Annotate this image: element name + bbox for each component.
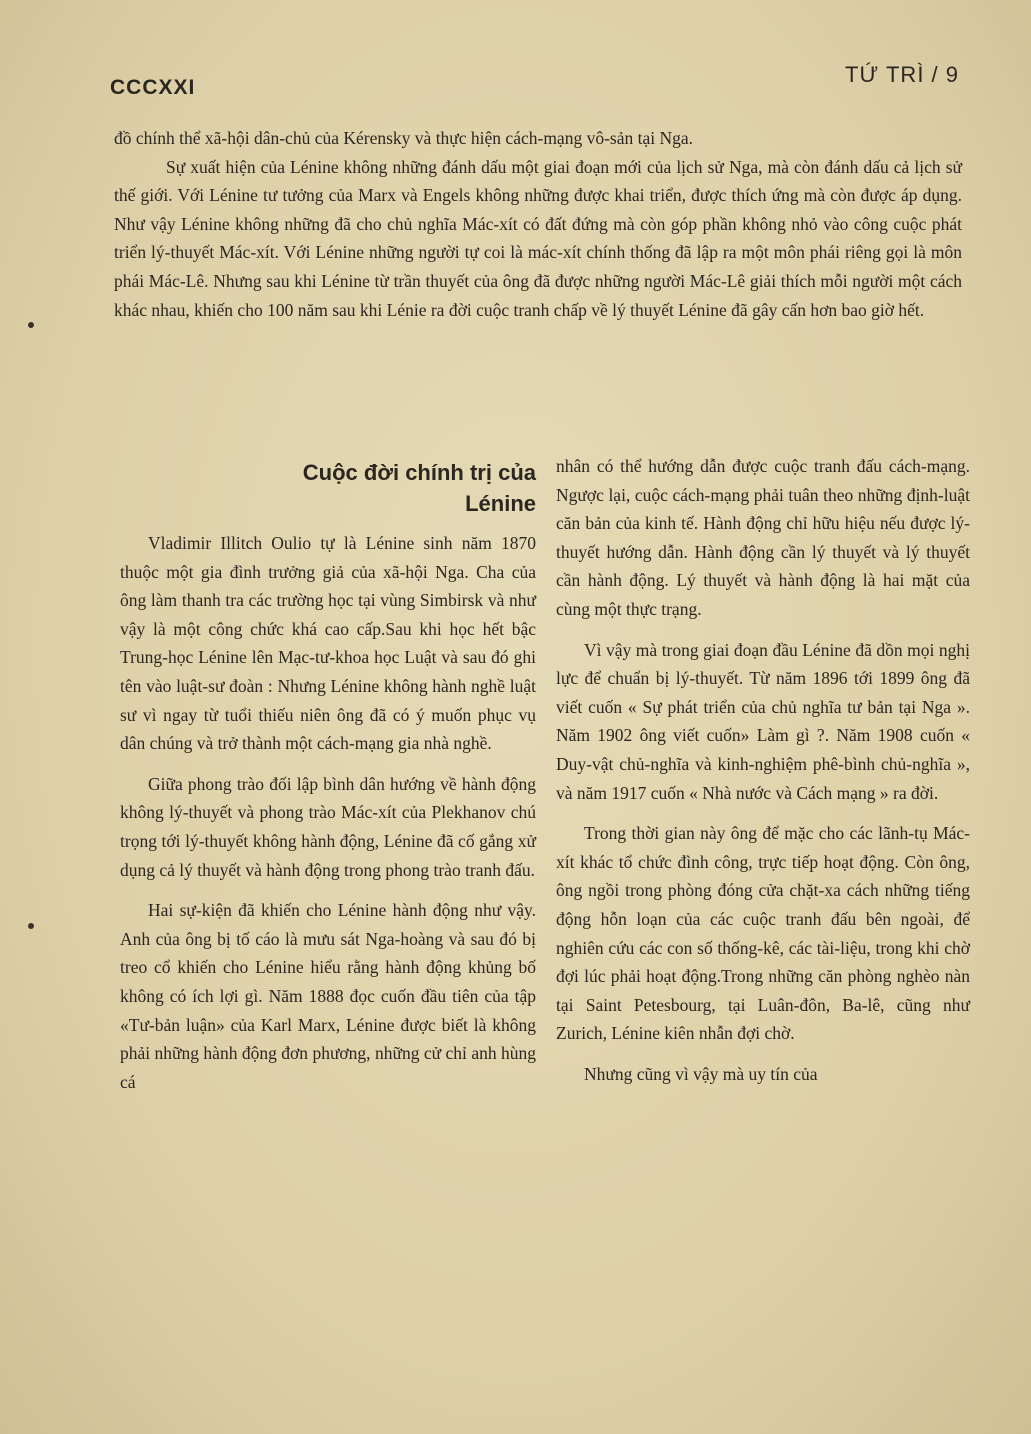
body-paragraph: nhân có thể hướng dẫn được cuộc tranh đấu cách-mạng. Ngược lại, cuộc cách-mạng phải tuân theo những định-luật căn bản của kinh tế. Hành động chỉ hữu hiệu nếu được lý-thuyết hướng dẫn. Hành động cần lý thuyết và lý thuyết cần hành động. Lý thuyết và hành động là hai mặt của cùng một thực trạng.: [556, 456, 970, 619]
page-code: CCCXXI: [110, 76, 196, 99]
page-header: [110, 58, 959, 98]
body-paragraph: Vladimir Illitch Oulio tự là Lénine sinh năm 1870 thuộc một gia đình trưởng giả của xã-hội Nga. Cha của ông làm thanh tra các trường học tại vùng Simbirsk và như vậy là một công chức khá cao cấp.Sau khi học hết bậc Trung-học Lénine lên Mạc-tư-khoa học Luật và sau đó ghi tên vào luật-sư đoàn : Nhưng Lénine không hành nghề luật sư vì ngay từ tuổi thiếu niên ông đã có ý muốn phục vụ dân chúng và trở thành một cách-mạng gia nhà nghề.: [120, 533, 536, 754]
body-paragraph: Trong thời gian này ông để mặc cho các lãnh-tụ Mác-xít khác tổ chức đình công, trực tiếp hoạt động. Còn ông, ông ngồi trong phòng đóng cửa chặt-xa cách những tiếng động hỗn loạn của các cuộc tranh đấu bên ngoài, để nghiên cứu các con số thống-kê, các tài-liệu, trong khi chờ đợi lúc phải hoạt động.Trong những căn phòng nghèo nàn tại Saint Petesbourg, tại Luân-đôn, Ba-lê, cũng như Zurich, Lénine kiên nhẫn đợi chờ.: [556, 823, 970, 1044]
binding-hole-mark: [28, 923, 34, 929]
body-paragraph: Nhưng cũng vì vậy mà uy tín của: [584, 1063, 818, 1084]
section-heading-line: Cuộc đời chính trị của: [302, 460, 536, 485]
left-column: [120, 457, 536, 1096]
intro-text: [114, 124, 962, 324]
body-paragraph: Vì vậy mà trong giai đoạn đầu Lénine đã dồn mọi nghị lực để chuẩn bị lý-thuyết. Từ năm 1896 tới 1899 ông đã viết cuốn « Sự phát triển của chủ nghĩa tư bản tại Nga ». Năm 1902 ông viết cuốn» Làm gì ?. Năm 1908 cuốn « Duy-vật chủ-nghĩa và kinh-nghiệm phê-bình chủ-nghĩa », và năm 1917 cuốn « Nhà nước và Cách mạng » ra đời.: [556, 639, 970, 803]
right-column: [556, 452, 970, 1088]
section-heading-line: Lénine: [465, 491, 536, 516]
section-heading: [120, 457, 536, 519]
intro-paragraph: đồ chính thể xã-hội dân-chủ của Kérensky và thực hiện cách-mạng vô-sản tại Nga.: [114, 128, 693, 148]
body-paragraph: Hai sự-kiện đã khiến cho Lénine hành động như vậy. Anh của ông bị tố cáo là mưu sát Nga-hoàng và sau đó bị treo cổ khiến cho Lénine hiểu rằng hành động khủng bố không có ích lợi gì. Năm 1888 đọc cuốn đầu tiên của tập «Tư-bản luận» của Karl Marx, Lénine được biết là không phải những hành động đơn phương, những cử chỉ anh hùng cá: [120, 900, 536, 1092]
body-paragraph: Giữa phong trào đối lập bình dân hướng về hành động không lý-thuyết và phong trào Mác-xít của Plekhanov chú trọng tới lý-thuyết không hành động, Lénine đã cố gắng xử dụng cả lý thuyết và hành động trong phong trào tranh đấu.: [120, 773, 536, 880]
running-title: TỨ TRÌ / 9: [845, 62, 959, 87]
intro-paragraph: Sự xuất hiện của Lénine không những đánh dấu một giai đoạn mới của lịch sử Nga, mà còn đánh dấu cả lịch sử thế giới. Với Lénine tư tưởng của Marx và Engels không những được khai triển, được thích ứng mà còn được áp dụng. Như vậy Lénine không những đã cho chủ nghĩa Mác-xít có đất đứng mà còn góp phần không nhỏ vào công cuộc phát triển lý-thuyết Mác-xít. Với Lénine những người tự coi là mác-xít chính thống đã lập ra một môn phái riêng gọi là môn phái Mác-Lê. Nhưng sau khi Lénine từ trần thuyết của ông đã được những người Mác-Lê giải thích mỗi người một cách khác nhau, khiến cho 100 năm sau khi Lénie ra đời cuộc tranh chấp về lý thuyết Lénine đã gây cấn hơn bao giờ hết.: [114, 156, 962, 320]
binding-hole-mark: [28, 322, 34, 328]
